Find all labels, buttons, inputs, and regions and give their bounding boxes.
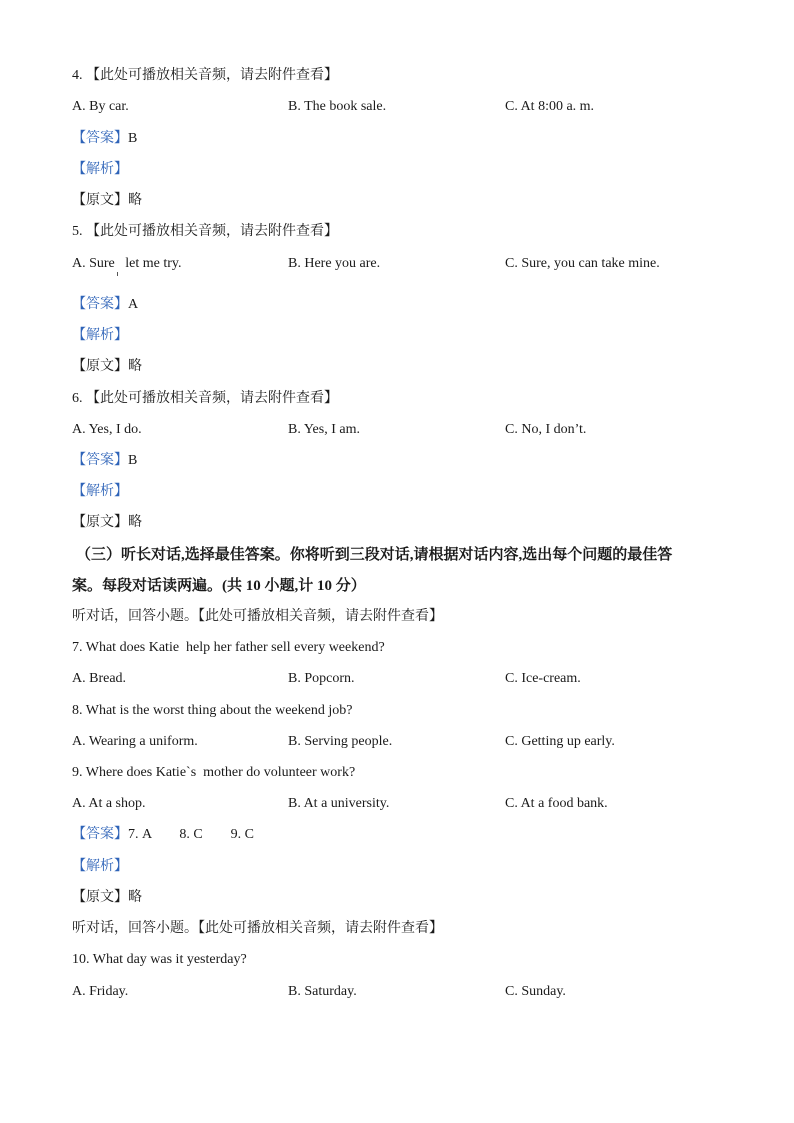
original-label: 【原文】	[72, 890, 128, 905]
question-4-analysis: 【解析】	[72, 162, 128, 177]
question-5-option-a: A. Sure let me try.	[72, 256, 182, 271]
question-9-option-c: C. At a food bank.	[505, 796, 608, 811]
original-label: 【原文】	[72, 193, 128, 208]
question-10-option-b: B. Saturday.	[288, 984, 357, 999]
answer-value: A	[128, 297, 139, 312]
question-4-original	[72, 192, 142, 210]
question-5-option-c: C. Sure, you can take mine.	[505, 256, 660, 271]
answer-value: B	[128, 131, 138, 146]
question-6-option-a: A. Yes, I do.	[72, 422, 142, 437]
question-10-option-a: A. Friday.	[72, 984, 129, 999]
question-4-option-b: B. The book sale.	[288, 99, 387, 114]
question-6-option-c: C. No, I don’t.	[505, 422, 587, 437]
dialog-2-intro: 听对话，回答小题。【此处可播放相关音频，请去附件查看】	[72, 921, 443, 936]
question-10-text: 10. What day was it yesterday?	[72, 952, 247, 967]
question-8-option-c: C. Getting up early.	[505, 734, 615, 749]
answer-label: 【答案】	[72, 297, 128, 312]
answer-label: 【答案】	[72, 827, 128, 842]
question-5-option-b: B. Here you are.	[288, 256, 381, 271]
dialog-1-original	[72, 889, 142, 907]
original-label: 【原文】	[72, 515, 128, 530]
question-6-original	[72, 514, 142, 532]
question-4-option-c: C. At 8:00 a. m.	[505, 99, 595, 114]
question-8-option-a: A. Wearing a uniform.	[72, 734, 198, 749]
question-8-option-b: B. Serving people.	[288, 734, 393, 749]
question-5-original	[72, 358, 142, 376]
section-3-heading-line-1: （三）听长对话,选择最佳答案。你将听到三段对话,请根据对话内容,选出每个问题的最佳答	[76, 547, 673, 563]
question-6-prompt: 6. 【此处可播放相关音频，请去附件查看】	[72, 391, 338, 406]
section-3-heading-line-2: 案。每段对话读两遍。(共 10 小题,计 10 分）	[72, 578, 366, 594]
answer-label: 【答案】	[72, 131, 128, 146]
answer-value: 7. A 8. C 9. C	[128, 827, 255, 842]
answer-label: 【答案】	[72, 453, 128, 468]
question-9-option-a: A. At a shop.	[72, 796, 146, 811]
stray-mark	[117, 272, 118, 276]
question-6-answer	[72, 452, 137, 470]
dialog-1-analysis: 【解析】	[72, 859, 128, 874]
question-6-option-b: B. Yes, I am.	[288, 422, 360, 437]
question-7-text: 7. What does Katie help her father sell every weekend?	[72, 640, 385, 655]
question-5-prompt: 5. 【此处可播放相关音频，请去附件查看】	[72, 224, 338, 239]
question-7-option-a: A. Bread.	[72, 671, 127, 686]
answer-value: B	[128, 453, 138, 468]
question-5-analysis: 【解析】	[72, 328, 128, 343]
question-7-option-c: C. Ice-cream.	[505, 671, 581, 686]
dialog-1-answer	[72, 826, 254, 844]
dialog-1-intro: 听对话，回答小题。【此处可播放相关音频，请去附件查看】	[72, 609, 443, 624]
question-9-option-b: B. At a university.	[288, 796, 390, 811]
question-5-answer	[72, 296, 138, 314]
question-4-prompt: 4. 【此处可播放相关音频，请去附件查看】	[72, 68, 338, 83]
question-9-text: 9. Where does Katie`s mother do volunteer work?	[72, 765, 356, 780]
original-value: 略	[128, 193, 142, 208]
question-4-option-a: A. By car.	[72, 99, 129, 114]
original-label: 【原文】	[72, 359, 128, 374]
original-value: 略	[128, 359, 142, 374]
question-10-option-c: C. Sunday.	[505, 984, 566, 999]
question-8-text: 8. What is the worst thing about the weekend job?	[72, 703, 353, 718]
question-4-answer	[72, 130, 137, 148]
original-value: 略	[128, 890, 142, 905]
question-7-option-b: B. Popcorn.	[288, 671, 355, 686]
original-value: 略	[128, 515, 142, 530]
question-6-analysis: 【解析】	[72, 484, 128, 499]
